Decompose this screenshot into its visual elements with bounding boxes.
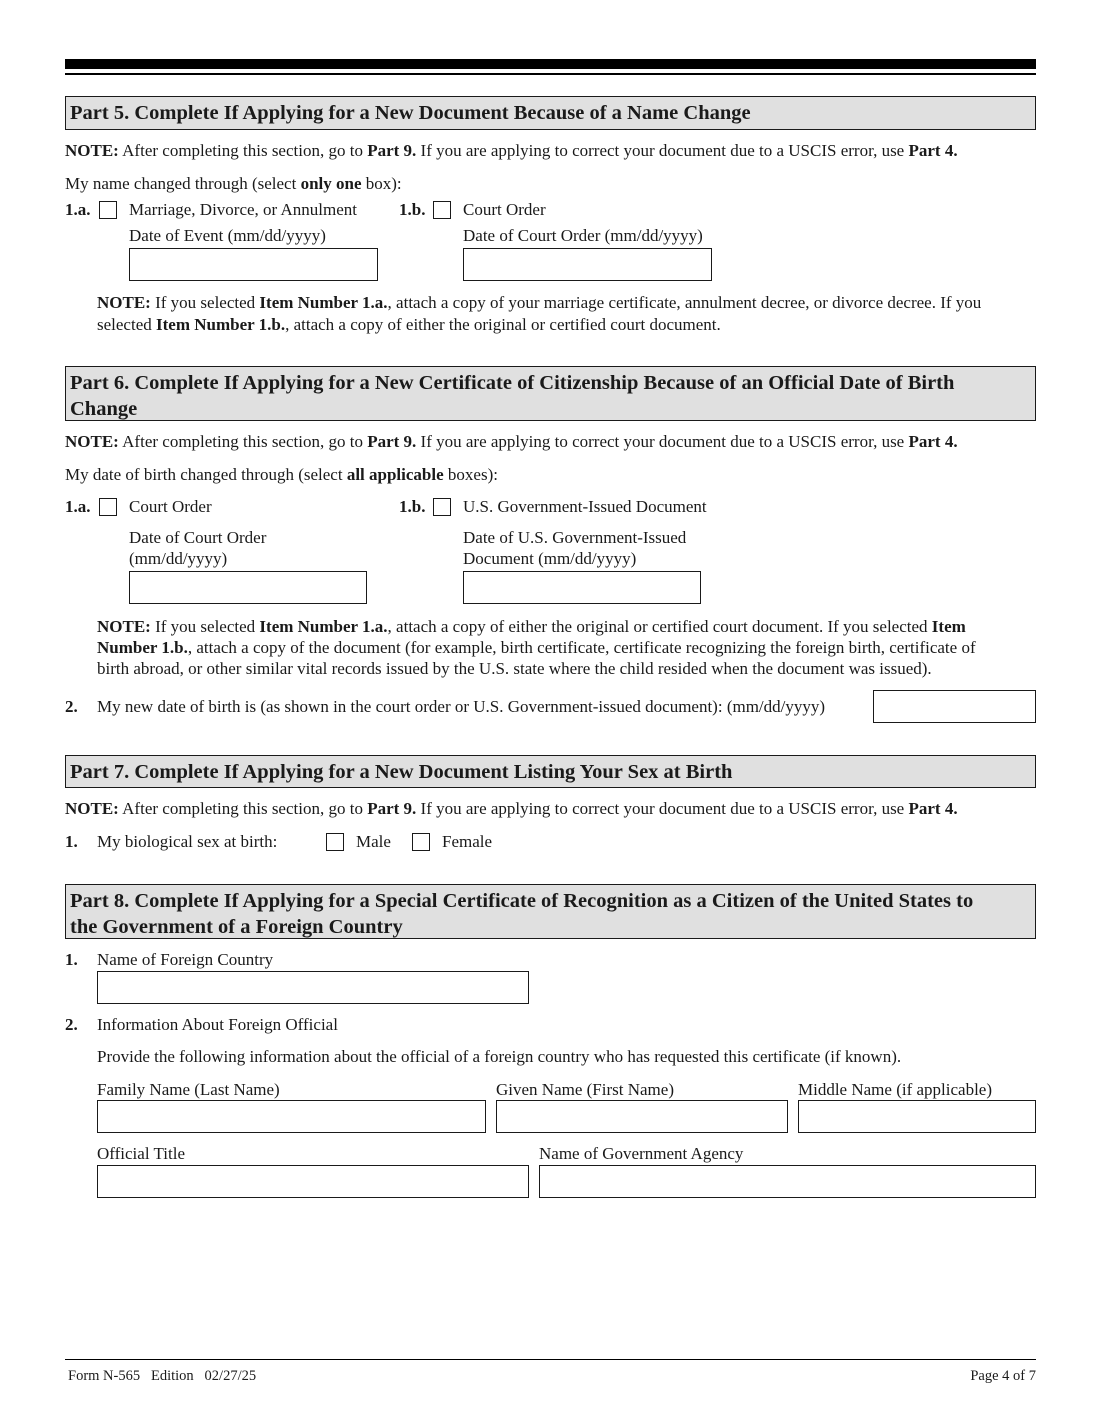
part8-official-title-input[interactable] [97, 1165, 529, 1198]
part6-item1b-date-label-line1: Date of U.S. Government-Issued [463, 528, 687, 547]
part5-select-instructions: My name changed through (select only one box): [65, 174, 402, 193]
part5-note-attachments-line1: NOTE: If you selected Item Number 1.a., attach a copy of your marriage certificate, annulment decree, or divorce decree. If you [97, 293, 982, 312]
part8-agency-input[interactable] [539, 1165, 1036, 1198]
part5-item1b-date-label: Date of Court Order (mm/dd/yyyy) [463, 226, 703, 245]
part8-middle-name-label: Middle Name (if applicable) [798, 1080, 993, 1099]
part5-item1b-label: Court Order [463, 200, 546, 219]
part6-item1a-date-label-line2: (mm/dd/yyyy) [129, 549, 228, 568]
part6-item1a-number: 1.a. [65, 497, 91, 516]
part7-item1-number: 1. [65, 832, 78, 851]
part5-note: NOTE: After completing this section, go to Part 9. If you are applying to correct your document due to a USCIS error, use Part 4. [65, 141, 958, 160]
footer-form-id: Form N-565 Edition 02/27/25 [68, 1368, 257, 1384]
part6-item1b-date-label-line2: Document (mm/dd/yyyy) [463, 549, 637, 568]
part5-date-of-event-input[interactable] [129, 248, 378, 281]
part7-female-checkbox[interactable] [412, 833, 430, 851]
part6-date-of-court-order-input[interactable] [129, 571, 367, 604]
part6-item1b-checkbox[interactable] [433, 498, 451, 516]
footer-rule [65, 1359, 1036, 1360]
part8-header: Part 8. Complete If Applying for a Special Certificate of Recognition as a Citizen of the United States to the Government of a Foreign Country [65, 884, 1036, 939]
part8-official-title-label: Official Title [97, 1144, 185, 1163]
part8-family-name-label: Family Name (Last Name) [97, 1080, 280, 1099]
part6-item2-number: 2. [65, 697, 78, 716]
part8-middle-name-input[interactable] [798, 1100, 1036, 1133]
part8-foreign-country-input[interactable] [97, 971, 529, 1004]
part6-select-instructions: My date of birth changed through (select all applicable boxes): [65, 465, 498, 484]
part6-note-attachments-line2: Number 1.b., attach a copy of the document (for example, birth certificate, certificate recognizing the foreign birth, certificate of [97, 638, 976, 657]
part5-note-attachments-line2: selected Item Number 1.b., attach a copy of either the original or certified court document. [97, 315, 721, 334]
part8-item1-label: Name of Foreign Country [97, 950, 274, 969]
part6-item2-label: My new date of birth is (as shown in the court order or U.S. Government-issued document): (mm/dd/yyyy) [97, 697, 826, 716]
part6-item1a-label: Court Order [129, 497, 212, 516]
top-rule-thick [65, 59, 1036, 69]
part8-item2-instructions: Provide the following information about the official of a foreign country who has requested this certificate (if known). [97, 1047, 902, 1066]
part8-item2-number: 2. [65, 1015, 78, 1034]
part6-note: NOTE: After completing this section, go to Part 9. If you are applying to correct your document due to a USCIS error, use Part 4. [65, 432, 958, 451]
part7-item1-label: My biological sex at birth: [97, 832, 278, 851]
part8-item2-label: Information About Foreign Official [97, 1015, 338, 1034]
part7-note: NOTE: After completing this section, go to Part 9. If you are applying to correct your document due to a USCIS error, use Part 4. [65, 799, 958, 818]
part8-agency-label: Name of Government Agency [539, 1144, 744, 1163]
part6-note-attachments-line1: NOTE: If you selected Item Number 1.a., attach a copy of either the original or certified court document. If you selected Item [97, 617, 966, 636]
part6-date-of-government-document-input[interactable] [463, 571, 701, 604]
part7-male-label: Male [356, 832, 391, 851]
part7-header: Part 7. Complete If Applying for a New Document Listing Your Sex at Birth [65, 755, 1036, 788]
part6-item1b-number: 1.b. [399, 497, 426, 516]
part5-item1b-checkbox[interactable] [433, 201, 451, 219]
part6-item1a-date-label-line1: Date of Court Order [129, 528, 267, 547]
part7-male-checkbox[interactable] [326, 833, 344, 851]
part8-family-name-input[interactable] [97, 1100, 486, 1133]
part8-given-name-input[interactable] [496, 1100, 788, 1133]
part5-item1a-checkbox[interactable] [99, 201, 117, 219]
part5-header: Part 5. Complete If Applying for a New Document Because of a Name Change [65, 96, 1036, 130]
part6-new-date-of-birth-input[interactable] [873, 690, 1036, 723]
footer-page-number: Page 4 of 7 [970, 1368, 1036, 1384]
part5-date-of-court-order-input[interactable] [463, 248, 712, 281]
part6-note-attachments-line3: birth abroad, or other similar vital records issued by the U.S. state where the child resided when the document was issued). [97, 659, 932, 678]
part6-item1a-checkbox[interactable] [99, 498, 117, 516]
part7-female-label: Female [442, 832, 493, 851]
part8-given-name-label: Given Name (First Name) [496, 1080, 674, 1099]
part5-item1b-number: 1.b. [399, 200, 426, 219]
part5-item1a-number: 1.a. [65, 200, 91, 219]
part6-item1b-label: U.S. Government-Issued Document [463, 497, 707, 516]
part5-item1a-date-label: Date of Event (mm/dd/yyyy) [129, 226, 326, 245]
top-rule-thin [65, 73, 1036, 75]
part5-item1a-label: Marriage, Divorce, or Annulment [129, 200, 358, 219]
part6-header: Part 6. Complete If Applying for a New Certificate of Citizenship Because of an Official Date of Birth Change [65, 366, 1036, 421]
part8-item1-number: 1. [65, 950, 78, 969]
